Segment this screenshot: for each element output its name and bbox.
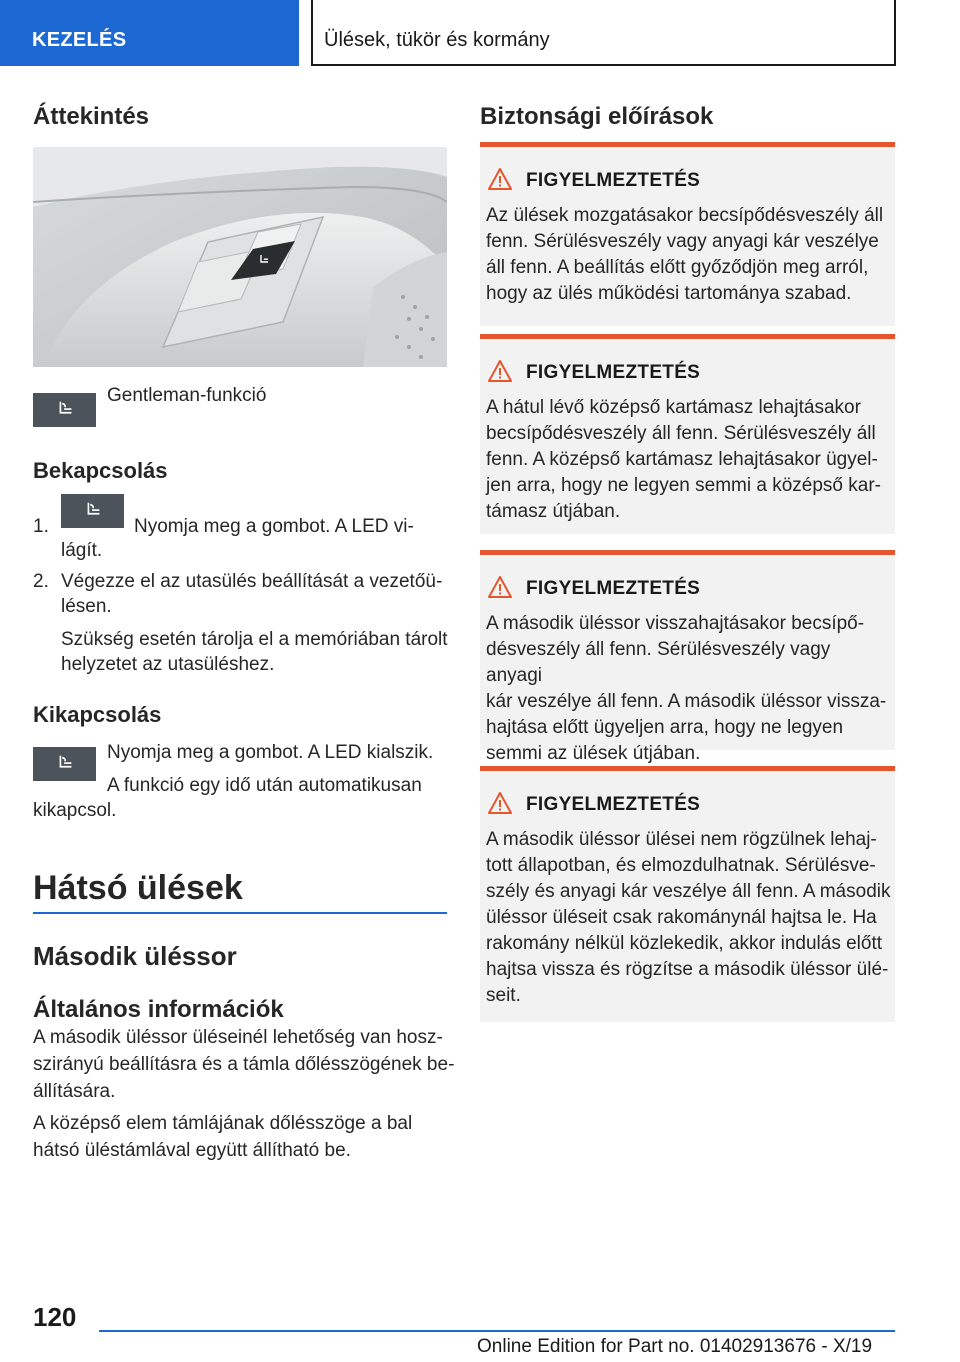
- edition-text: Online Edition for Part no. 01402913676 - X/19: [477, 1336, 873, 1357]
- warning-line: Az ülések mozgatásakor becsípődésveszély áll: [486, 205, 884, 226]
- warning-line: kár veszélye áll fenn. A második üléssor vissza-: [486, 691, 887, 712]
- warning-line: semmi az ülések útjában.: [486, 743, 701, 764]
- warning-triangle-icon: [488, 576, 512, 598]
- chapter-title: Ülések, tükör és kormány: [324, 29, 550, 51]
- disable-note-cont: kikapcsol.: [33, 800, 117, 821]
- warning-line: A második üléssor visszahajtásakor becsípő-: [486, 613, 865, 634]
- step-number: 2.: [33, 571, 49, 592]
- warning-line: rakomány nélkül közlekedik, akkor indulás előtt: [486, 933, 883, 954]
- warning-box: [480, 766, 895, 1022]
- step-text-cont: lágít.: [61, 540, 103, 561]
- second-row-heading: Második üléssor: [33, 941, 237, 971]
- warning-title: FIGYELMEZTETÉS: [526, 578, 701, 599]
- warning-line: hogy az ülés működési tartománya szabad.: [486, 283, 852, 304]
- gentleman-function-icon: [33, 393, 96, 427]
- page-number: 120: [33, 1302, 77, 1332]
- safety-heading: Biztonsági előírások: [480, 103, 714, 130]
- warning-line: fenn. A középső kartámasz lehajtásakor ügyel-: [486, 449, 878, 470]
- general-para-line: szirányú beállításra és a támla dőlésszögének be-: [33, 1054, 455, 1075]
- general-para-line: állítására.: [33, 1081, 116, 1102]
- warning-title: FIGYELMEZTETÉS: [526, 362, 701, 383]
- warning-triangle-icon: [488, 792, 512, 814]
- general-para-line: A középső elem támlájának dőlésszöge a bal: [33, 1113, 413, 1134]
- warning-line: jen arra, hogy ne legyen semmi a középső kar-: [486, 475, 881, 496]
- enable-heading: Bekapcsolás: [33, 458, 168, 483]
- warning-line: seit.: [486, 985, 521, 1006]
- rear-seats-heading: Hátsó ülések: [33, 869, 243, 907]
- chapter-header: [311, 0, 896, 66]
- warning-line: üléssor üléseit csak rakománynál hajtsa le. Ha: [486, 907, 877, 928]
- step-text-cont: lésen.: [61, 596, 112, 617]
- warning-line: A hátul lévő középső kartámasz lehajtásakor: [486, 397, 861, 418]
- disable-text: Nyomja meg a gombot. A LED kialszik.: [107, 742, 434, 763]
- step-number: 1.: [33, 516, 49, 537]
- warning-triangle-icon: [488, 168, 512, 190]
- icon-caption: Gentleman-funkció: [107, 385, 267, 406]
- general-para-line: hátsó üléstámlával együtt állítható be.: [33, 1140, 351, 1161]
- warning-line: A második üléssor ülései nem rögzülnek lehaj-: [486, 829, 877, 850]
- disable-heading: Kikapcsolás: [33, 702, 162, 727]
- warning-box: [480, 142, 895, 326]
- warning-line: fenn. Sérülésveszély vagy anyagi kár veszélye: [486, 231, 879, 252]
- section-tab[interactable]: [0, 0, 299, 66]
- step-text: Végezze el az utasülés beállítását a vezetőü-: [61, 571, 443, 592]
- warning-line: szély és anyagi kár veszélye áll fenn. A második: [486, 881, 891, 902]
- step-note: helyzetet az utasüléshez.: [61, 654, 275, 675]
- warning-line: támasz útjában.: [486, 501, 621, 522]
- warning-line: hajtsa vissza és rögzítse a második üléssor ülé-: [486, 959, 889, 980]
- warning-box: [480, 550, 895, 764]
- section-label: KEZELÉS: [32, 29, 127, 51]
- warning-line: désveszély áll fenn. Sérülésveszély vagy anyagi: [486, 639, 831, 686]
- heading-rule: [33, 912, 447, 914]
- warning-line: tott állapotban, és elmozdulhatnak. Sérülésve-: [486, 855, 876, 876]
- warning-title: FIGYELMEZTETÉS: [526, 794, 701, 815]
- warning-title: FIGYELMEZTETÉS: [526, 170, 701, 191]
- warning-triangle-icon: [488, 360, 512, 382]
- gentleman-button-photo: [33, 147, 447, 367]
- warning-line: hajtása előtt ügyeljen arra, hogy ne legyen: [486, 717, 844, 738]
- disable-note: A funkció egy idő után automatikusan: [107, 775, 422, 796]
- warning-line: áll fenn. A beállítás előtt győződjön meg arról,: [486, 257, 869, 278]
- step-note: Szükség esetén tárolja el a memóriában tárolt: [61, 629, 448, 650]
- warning-line: becsípődésveszély áll fenn. Sérülésveszély áll: [486, 423, 876, 444]
- overview-heading: Áttekintés: [33, 103, 150, 130]
- step-text: Nyomja meg a gombot. A LED vi-: [134, 516, 414, 537]
- general-para-line: A második üléssor üléseinél lehetőség van hosz-: [33, 1027, 443, 1048]
- gentleman-button-icon: [61, 494, 124, 528]
- footer-rule: [99, 1330, 895, 1332]
- warning-box: [480, 334, 895, 534]
- general-info-heading: Általános információk: [33, 996, 284, 1023]
- gentleman-button-icon: [33, 747, 96, 781]
